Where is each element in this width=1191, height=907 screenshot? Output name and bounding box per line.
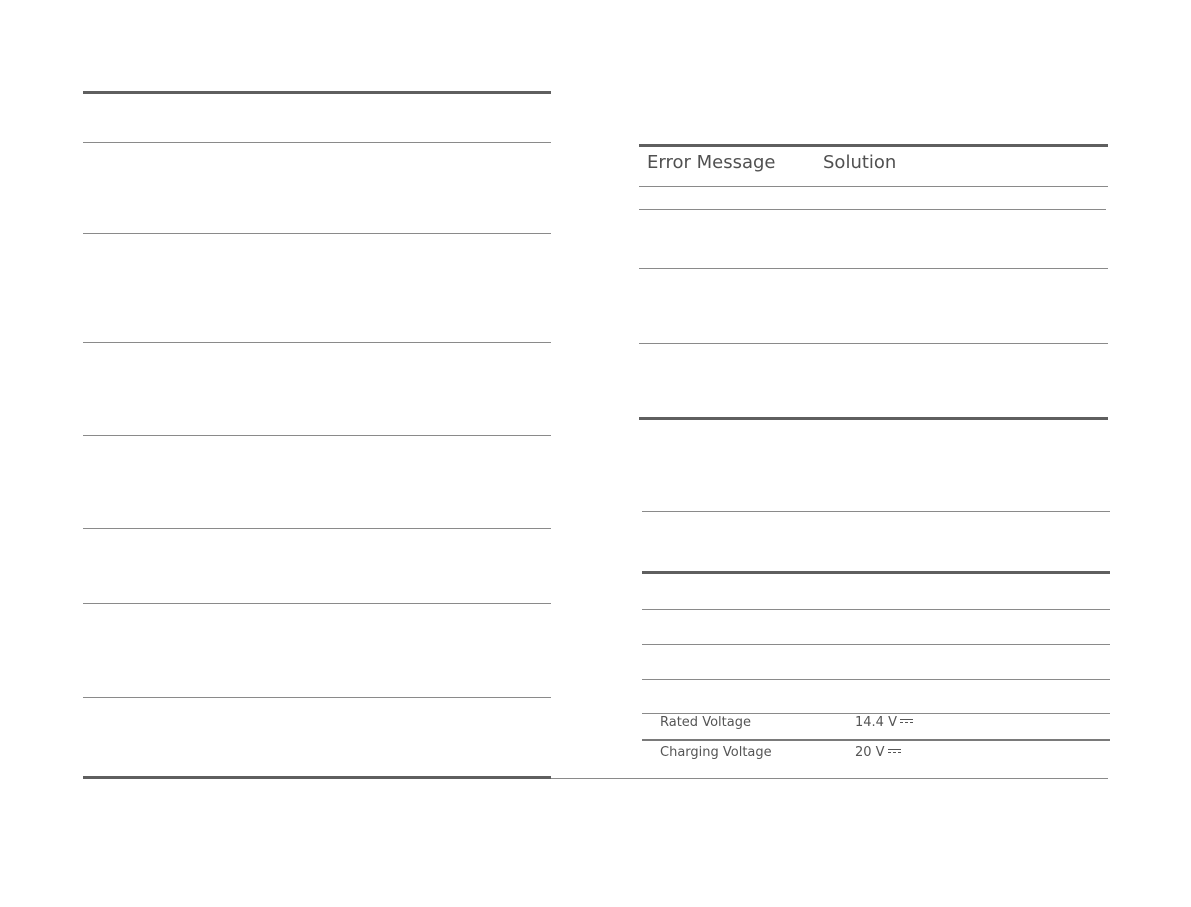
error-table-bottom-rule (639, 417, 1108, 420)
error-table-header-rule (639, 186, 1108, 187)
left-table-divider (83, 603, 551, 604)
spec-value-rated-voltage (855, 715, 913, 730)
left-table-bottom-rule (83, 776, 551, 779)
left-table-divider (83, 697, 551, 698)
dc-symbol-icon (888, 749, 901, 755)
left-table-divider (83, 528, 551, 529)
spec-value-text: 20 V (855, 745, 885, 760)
error-table-divider (639, 209, 1106, 210)
error-message-header: Error Message (647, 152, 776, 173)
error-table-top-rule (639, 144, 1108, 147)
left-table-divider (83, 342, 551, 343)
specs-table-divider (642, 713, 1110, 714)
error-table-divider (639, 268, 1108, 269)
specs-table-divider (642, 609, 1110, 610)
specs-table-divider (642, 644, 1110, 645)
spec-label-charging-voltage: Charging Voltage (660, 745, 772, 760)
left-table-divider (83, 435, 551, 436)
error-table-divider (639, 343, 1108, 344)
left-table-divider (83, 142, 551, 143)
specs-table-divider (642, 739, 1110, 741)
specs-table-divider (642, 511, 1110, 512)
left-table-divider (83, 233, 551, 234)
spec-value-charging-voltage (855, 745, 901, 760)
spec-value-text: 14.4 V (855, 715, 897, 730)
spec-label-rated-voltage: Rated Voltage (660, 715, 751, 730)
left-table-top-rule (83, 91, 551, 94)
solution-header: Solution (823, 152, 897, 173)
dc-symbol-icon (900, 719, 913, 725)
specs-table-top-rule (642, 571, 1110, 574)
specs-table-divider (642, 679, 1110, 680)
specs-table-bottom-rule (551, 778, 1108, 779)
